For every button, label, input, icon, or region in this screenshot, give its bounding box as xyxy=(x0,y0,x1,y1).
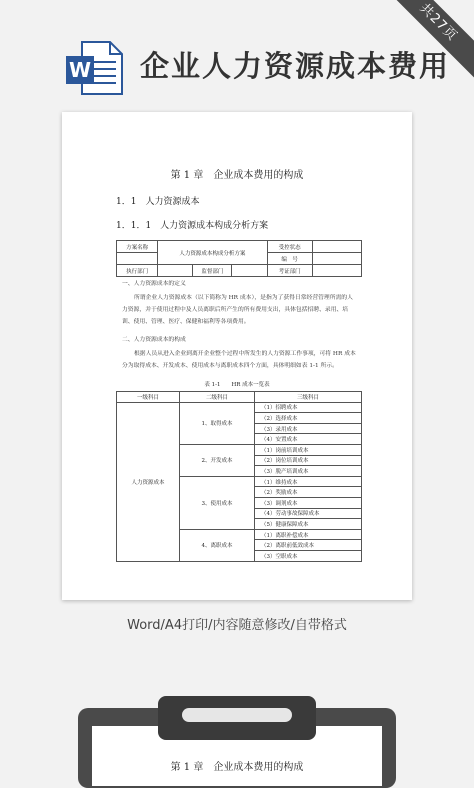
page-title: 企业人力资源成本费用 xyxy=(140,49,451,83)
level3-cell: （3）脱产培训成本 xyxy=(255,466,362,477)
hr-cost-table xyxy=(116,391,362,562)
level3-cell: （2）选择成本 xyxy=(255,413,362,424)
table-header: 二级科目 xyxy=(180,392,255,403)
table-header: 三级科目 xyxy=(255,392,362,403)
level3-cell: （3）调剂成本 xyxy=(255,497,362,508)
level3-cell: （3）空职成本 xyxy=(255,550,362,561)
plan-name-label: 方案名称 xyxy=(117,241,158,253)
level3-cell: （2）离职前低效成本 xyxy=(255,540,362,551)
document-page xyxy=(62,112,412,600)
executing-dept-label: 执行部门 xyxy=(117,265,158,277)
svg-text:W: W xyxy=(68,58,92,82)
number-label: 编 号 xyxy=(267,253,312,265)
supervising-dept-label: 监督部门 xyxy=(193,265,232,277)
para2-heading: 二、人力资源成本的构成 xyxy=(122,337,186,343)
level3-cell: （1）离职补偿成本 xyxy=(255,529,362,540)
level2-cell: 4、离职成本 xyxy=(180,529,255,561)
feature-caption: Word/A4打印/内容随意修改/自带格式 xyxy=(127,618,347,633)
level3-cell: （1）岗前培训成本 xyxy=(255,444,362,455)
level1-cell: 人力资源成本 xyxy=(117,402,180,561)
para2-text: 根据人员从进入企业到离开企业整个过程中所发生的人力资源工作事项，可将 HR 成本分为取得成本、开发成本、使用成本与离职成本四个方面，具体明细如表 1-1 所示。 xyxy=(122,351,356,369)
controlled-status-label: 受控状态 xyxy=(267,241,312,253)
preview-chapter-title: 第 1 章 企业成本费用的构成 xyxy=(170,762,304,773)
plan-form-table xyxy=(116,240,362,277)
level3-cell: （3）录用成本 xyxy=(255,423,362,434)
level3-cell: （4）劳动事故保障成本 xyxy=(255,508,362,519)
level3-cell: （2）奖励成本 xyxy=(255,487,362,498)
word-doc-icon xyxy=(64,40,124,96)
chapter-title: 第 1 章 企业成本费用的构成 xyxy=(170,170,304,181)
level3-cell: （2）岗位培训成本 xyxy=(255,455,362,466)
table-caption: 表 1-1 HR 成本一览表 xyxy=(204,382,270,388)
clipboard-clip-icon xyxy=(158,696,316,740)
level3-cell: （4）安置成本 xyxy=(255,434,362,445)
table-header: 一级科目 xyxy=(117,392,180,403)
review-dept-label: 考证部门 xyxy=(267,265,312,277)
level2-cell: 2、开发成本 xyxy=(180,444,255,476)
level2-cell: 1、取得成本 xyxy=(180,402,255,444)
plan-name-value: 人力资源成本构成分析方案 xyxy=(158,241,267,265)
level3-cell: （5）健康保障成本 xyxy=(255,519,362,530)
level3-cell: （1）招聘成本 xyxy=(255,402,362,413)
section-heading: 1．1 人力资源成本 xyxy=(116,197,200,207)
page-count-banner: 共27页 xyxy=(379,0,474,82)
level2-cell: 3、使用成本 xyxy=(180,476,255,529)
subsection-heading: 1．1．1 人力资源成本构成分析方案 xyxy=(116,221,269,231)
para1-text: 所谓企业人力资源成本（以下简称为 HR 成本），是指为了获得日常经营管理所需的人力资源，并于使用过程中及人员离职后所产生的所有费用支出，具体包括招聘、录用、培训、使用、管理、医疗、保健和福利等各项费用。 xyxy=(122,295,353,325)
para1-heading: 一、人力资源成本的定义 xyxy=(122,281,186,287)
level3-cell: （1）维持成本 xyxy=(255,476,362,487)
header xyxy=(0,30,474,100)
